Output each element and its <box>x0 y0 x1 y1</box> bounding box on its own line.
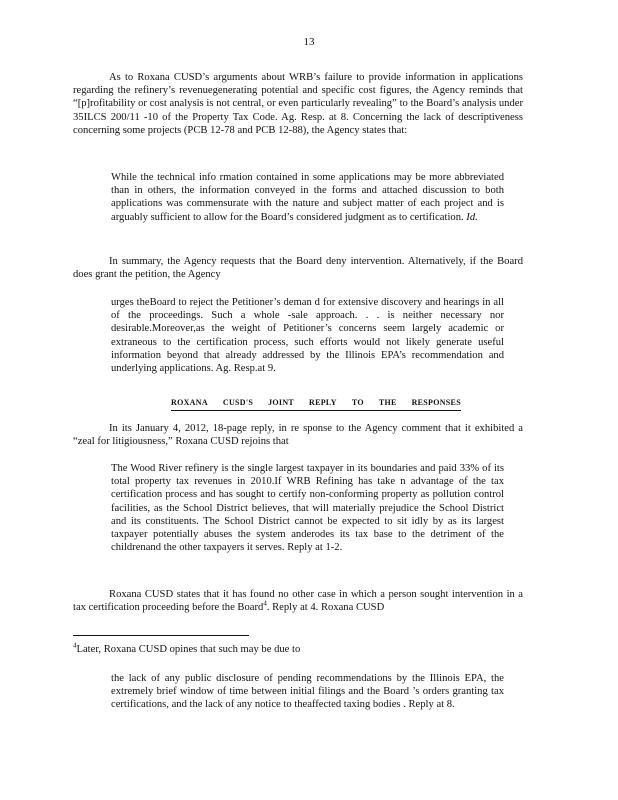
paragraph-text-cont: . Reply at 4. Roxana CUSD <box>266 602 385 614</box>
quote-text: urges theBoard to reject the Petitioner’s deman d for extensive discovery and hearings in all of the proceedings. Such a whole -sale approach. . . is neither necessary nor desirable.Moreover,as the weight of Petitioner’s concerns seem largely academic or extraneous to the certification process, such efforts would not likely generate useful information beyond that already addressed by the Illinois EPA’s recommendation and underlying applications. Ag. Resp.at 9. <box>111 297 504 375</box>
paragraph-text: In summary, the Agency requests that the Board deny intervention. Alternatively, if the Board does grant the petition, the Agency <box>73 256 523 281</box>
block-quote-technical-information <box>111 171 504 224</box>
footnote-separator <box>73 635 249 636</box>
quote-text: the lack of any public disclosure of pending recommendations by the Illinois EPA, the extremely brief window of time between initial filings and the Board ’s orders granting tax certifications, and the lack of any notice to theaffected taxing bodies . Reply at 8. <box>111 673 504 711</box>
paragraph-summary <box>73 255 523 281</box>
block-quote-urges-board <box>111 296 504 375</box>
quote-text: While the technical info rmation contained in some applications may be more abbreviated than in others, the information conveyed in the forms and attached discussion to both applications was commensurate with the nature and subject matter of each project and is arguably sufficient to allow for the Board’s considered judgment as to certification. <box>111 172 504 223</box>
footnote-text: Later, Roxana CUSD opines that such may be due to <box>76 644 301 655</box>
heading-word: JOINT <box>268 398 295 407</box>
heading-word: CUSD'S <box>222 398 254 407</box>
heading-word: THE <box>378 398 397 407</box>
heading-word: RESPONSES <box>411 398 461 407</box>
heading-word: TO <box>351 398 364 407</box>
citation-id: Id. <box>466 211 478 223</box>
block-quote-wood-river <box>111 462 504 554</box>
heading-word: ROXANA <box>171 398 208 407</box>
footnote-block-quote <box>111 672 504 712</box>
quote-text: The Wood River refinery is the single largest taxpayer in its boundaries and paid 33% of its total property tax revenues in 2010.If WRB Refining has take n advantage of the tax certification process and has sought to certify non-conforming property as pollution control facilities, as the School District believes, that will materially prejudice the School District and its constituents. The School District cannot be expected to sit idly by as its largest taxpayer potentially abuses the system anderodes its tax base to the detriment of the childrenand the other taxpayers it serves. Reply at 1-2. <box>111 463 504 554</box>
paragraph-agency-reminds <box>73 71 523 137</box>
footnote-number: 4 <box>73 641 77 650</box>
heading-word: REPLY <box>309 398 337 407</box>
paragraph-january-reply <box>73 422 523 448</box>
footnote-reference[interactable]: 4 <box>263 599 267 608</box>
footnote <box>73 643 523 656</box>
paragraph-text: Roxana CUSD states that it has found no other case in which a person sought intervention in a tax certification proceeding before the Board <box>73 589 523 614</box>
paragraph-text: As to Roxana CUSD’s arguments about WRB’s failure to provide information in applications regarding the refinery’s revenuegenerating potential and specific cost figures, the Agency reminds that “[p]rofitability or cost analysis is not central, or even particularly revealing” to the Board’s analysis under 35ILCS 200/11 -10 of the Property Tax Code. Ag. Resp. at 8. Concerning the lack of descriptiveness concerning some projects (PCB 12-78 and PCB 12-88), the Agency states that: <box>73 72 523 136</box>
page-number: 13 <box>303 36 315 48</box>
paragraph-no-other-case <box>73 588 523 614</box>
paragraph-text: In its January 4, 2012, 18-page reply, in re sponse to the Agency comment that it exhibited a “zeal for litigiousness,” Roxana CUSD rejoins that <box>73 423 523 448</box>
section-heading <box>171 396 461 411</box>
